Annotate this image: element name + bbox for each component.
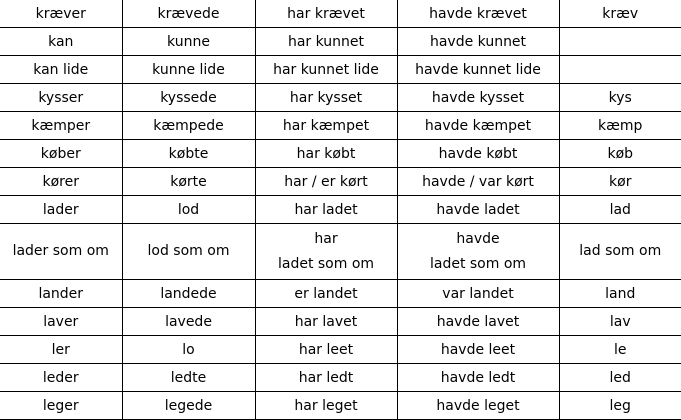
present-cell: ler (0, 336, 122, 364)
pluperfect-cell: havde krævet (397, 0, 559, 28)
present-cell: leder (0, 364, 122, 392)
imperative-cell (559, 28, 681, 56)
perfect-cell: har / er kørt (255, 168, 397, 196)
past-cell: ledte (122, 364, 255, 392)
present-cell: kører (0, 168, 122, 196)
perfect-cell: har kunnet lide (255, 56, 397, 84)
imperative-cell: kræv (559, 0, 681, 28)
imperative-cell: lav (559, 308, 681, 336)
present-cell: kan (0, 28, 122, 56)
table-row (0, 196, 681, 224)
present-cell: kæmper (0, 112, 122, 140)
present-cell: kan lide (0, 56, 122, 84)
imperative-cell (559, 56, 681, 84)
perfect-cell: har kysset (255, 84, 397, 112)
past-cell: krævede (122, 0, 255, 28)
present-cell: laver (0, 308, 122, 336)
present-cell: leger (0, 392, 122, 420)
perfect-cell: er landet (255, 280, 397, 308)
pluperfect-cell: havde lavet (397, 308, 559, 336)
table-row (0, 224, 681, 280)
past-cell: kunne (122, 28, 255, 56)
table-row (0, 112, 681, 140)
imperative-cell: leg (559, 392, 681, 420)
present-cell: kræver (0, 0, 122, 28)
perfect-cell: har leet (255, 336, 397, 364)
past-cell: lo (122, 336, 255, 364)
table-row (0, 84, 681, 112)
table-row (0, 28, 681, 56)
cell-line: har (314, 230, 338, 247)
imperative-cell: led (559, 364, 681, 392)
table-row (0, 56, 681, 84)
pluperfect-cell: havde kunnet (397, 28, 559, 56)
cell-line: ladet som om (277, 255, 375, 272)
imperative-cell: land (559, 280, 681, 308)
present-cell: køber (0, 140, 122, 168)
present-cell: kysser (0, 84, 122, 112)
pluperfect-cell: havde leget (397, 392, 559, 420)
imperative-cell: køb (559, 140, 681, 168)
past-cell: lavede (122, 308, 255, 336)
past-cell: lod (122, 196, 255, 224)
perfect-cell: har kunnet (255, 28, 397, 56)
past-cell: købte (122, 140, 255, 168)
past-cell: kunne lide (122, 56, 255, 84)
pluperfect-cell: havde leet (397, 336, 559, 364)
pluperfect-cell: havde købt (397, 140, 559, 168)
table-row (0, 168, 681, 196)
present-cell: lader som om (0, 224, 122, 280)
past-cell: kæmpede (122, 112, 255, 140)
cell-line: havde (456, 230, 500, 247)
imperative-cell: le (559, 336, 681, 364)
table-row (0, 0, 681, 28)
perfect-cell: har leget (255, 392, 397, 420)
perfect-cell: har ladet (255, 196, 397, 224)
perfect-cell (255, 224, 397, 280)
pluperfect-cell: var landet (397, 280, 559, 308)
pluperfect-cell: havde kunnet lide (397, 56, 559, 84)
imperative-cell: lad (559, 196, 681, 224)
present-cell: lader (0, 196, 122, 224)
perfect-cell: har krævet (255, 0, 397, 28)
past-cell: lod som om (122, 224, 255, 280)
present-cell: lander (0, 280, 122, 308)
past-cell: legede (122, 392, 255, 420)
table-row (0, 280, 681, 308)
perfect-cell: har købt (255, 140, 397, 168)
table-row (0, 364, 681, 392)
past-cell: landede (122, 280, 255, 308)
imperative-cell: lad som om (559, 224, 681, 280)
pluperfect-cell: havde ledt (397, 364, 559, 392)
imperative-cell: kys (559, 84, 681, 112)
table-row (0, 392, 681, 420)
pluperfect-cell: havde / var kørt (397, 168, 559, 196)
pluperfect-cell (397, 224, 559, 280)
pluperfect-cell: havde kysset (397, 84, 559, 112)
perfect-cell: har ledt (255, 364, 397, 392)
cell-line: ladet som om (429, 255, 527, 272)
past-cell: kørte (122, 168, 255, 196)
pluperfect-cell: havde kæmpet (397, 112, 559, 140)
perfect-cell: har kæmpet (255, 112, 397, 140)
table-row (0, 336, 681, 364)
past-cell: kyssede (122, 84, 255, 112)
table-row (0, 308, 681, 336)
pluperfect-cell: havde ladet (397, 196, 559, 224)
imperative-cell: kør (559, 168, 681, 196)
perfect-cell: har lavet (255, 308, 397, 336)
table-row (0, 140, 681, 168)
imperative-cell: kæmp (559, 112, 681, 140)
